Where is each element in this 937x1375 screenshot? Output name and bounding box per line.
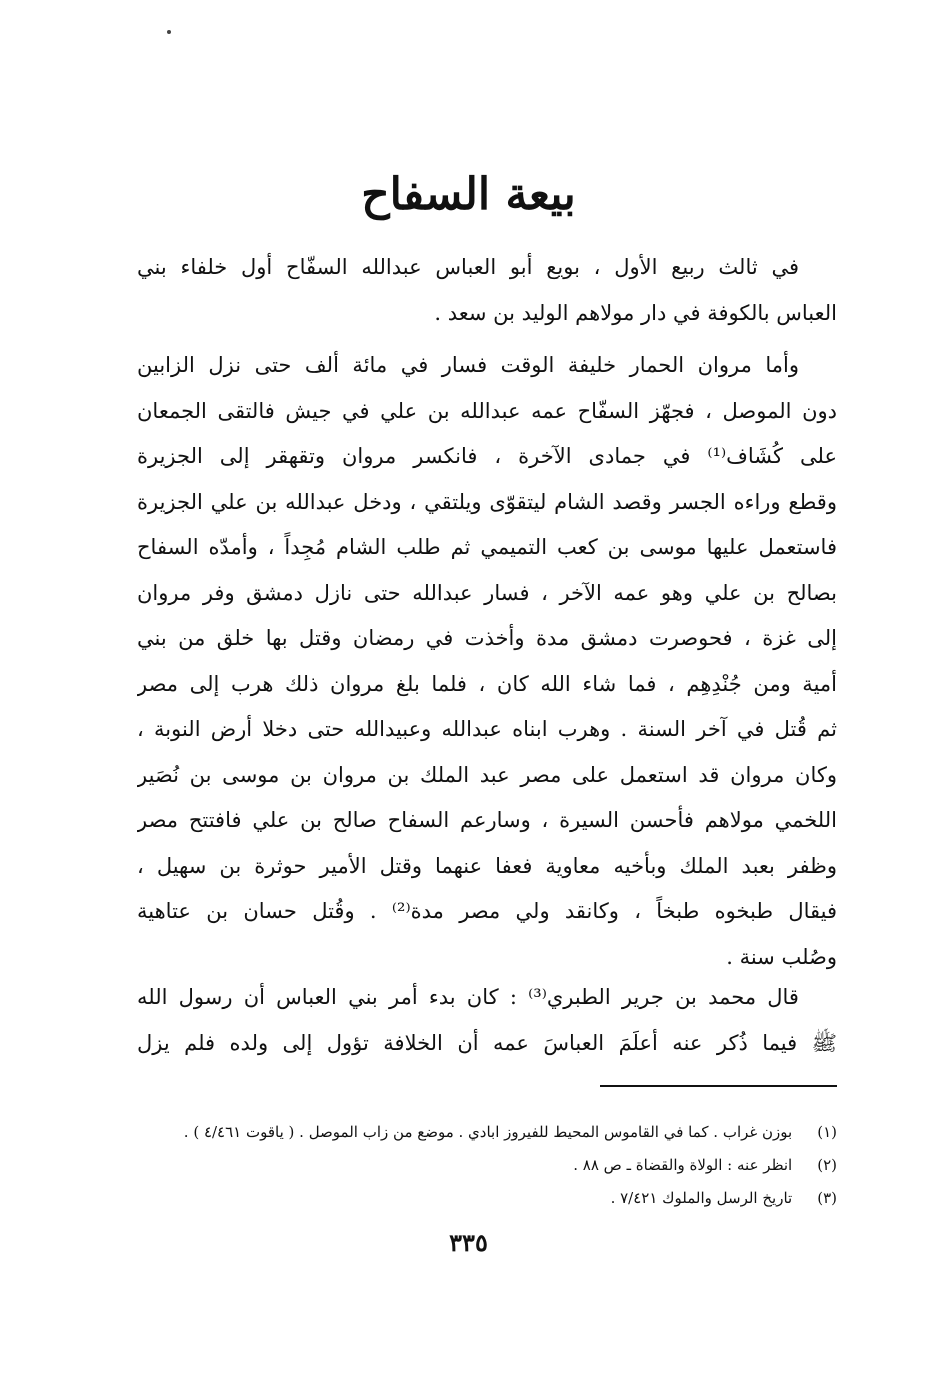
text-line: قال محمد بن جرير الطبري⁽³⁾ : كان بدء أمر بني العباس أن رسول الله: [137, 985, 799, 1009]
text-line: العباس بالكوفة في دار مولاهم الوليد بن سعد .: [434, 300, 837, 325]
text-line: ثم قُتل في آخر السنة . وهرب ابناه عبدالله وعبيدالله حتى دخلا أرض النوبة ،: [137, 717, 837, 741]
footnote-1: [137, 1116, 837, 1149]
footnote-text: تاريخ الرسل والملوك ٧/٤٢١ .: [610, 1189, 793, 1207]
footnote-2: [137, 1149, 837, 1182]
paragraph-3: [137, 975, 837, 1066]
scan-speck: [167, 30, 171, 34]
text-line: ﷺ فيما ذُكر عنه أعلَمَ العباسَ عمه أن الخلافة تؤول إلى ولده فلم يزل: [137, 1030, 837, 1055]
text-line: فيقال طبخوه طبخاً ، وكانقد ولي مصر مدة⁽²⁾ . وقُتل حسان بن عتاهية: [137, 899, 837, 923]
text-line: فاستعمل عليها موسى بن كعب التميمي ثم طلب الشام مُجِداً ، وأمدّه السفاح: [137, 535, 837, 559]
text-line: وظفر بعبد الملك وبأخيه معاوية فعفا عنهما وقتل الأمير حوثرة بن سهيل ،: [137, 853, 837, 878]
text-line: في ثالث ربيع الأول ، بويع أبو العباس عبدالله السفّاح أول خلفاء بني: [137, 255, 799, 279]
paragraph-2: [137, 343, 837, 980]
text-line: وأما مروان الحمار خليفة الوقت فسار في مائة ألف حتى نزل الزابين: [137, 353, 799, 377]
text-line: على كُشَاف⁽¹⁾ في جمادى الآخرة ، فانكسر مروان وتقهقر إلى الجزيرة: [137, 444, 837, 468]
text-line: إلى غزة ، فحوصرت دمشق مدة وأخذت في رمضان وقتل بها خلق من بني: [137, 626, 837, 650]
footnote-3: [137, 1182, 837, 1215]
footnote-number: (٣): [817, 1189, 837, 1207]
text-line: وصُلب سنة .: [726, 944, 837, 969]
footnotes: [137, 1116, 837, 1215]
text-line: وكان مروان قد استعمل على مصر عبد الملك بن مروان بن موسى بن نُصَير: [137, 762, 837, 787]
text-line: دون الموصل ، فجهّز السفّاح عمه عبدالله بن علي في جيش فالتقى الجمعان: [137, 398, 837, 423]
footnote-number: (٢): [817, 1156, 837, 1174]
text-line: اللخمي مولاهم فأحسن السيرة ، وسارعم السفاح صالح بن علي فافتتح مصر: [137, 808, 837, 832]
paragraph-1: [137, 245, 837, 336]
footnote-text: بوزن غراب . كما في القاموس المحيط للفيروز ابادي . موضع من زاب الموصل . ( ياقوت ٤/٤٦١ ) .: [183, 1123, 793, 1141]
footnote-text: انظر عنه : الولاة والقضاة ـ ص ٨٨ .: [573, 1156, 793, 1174]
page-number: ٣٣٥: [449, 1228, 488, 1257]
text-line: بصالح بن علي وهو عمه الآخر ، فسار عبدالله حتى نازل دمشق وفر مروان: [137, 580, 837, 605]
footnote-number: (١): [817, 1123, 837, 1141]
text-line: وقطع وراءه الجسر وقصد الشام ليتقوّى ويلتقي ، ودخل عبدالله بن علي الجزيرة: [137, 489, 837, 514]
footnote-separator: [600, 1085, 837, 1087]
chapter-title: بيعة السفاح: [361, 169, 576, 220]
text-line: أمية ومن جُنْدِهِم ، فما شاء الله كان ، فلما بلغ مروان ذلك هرب إلى مصر: [137, 671, 837, 696]
